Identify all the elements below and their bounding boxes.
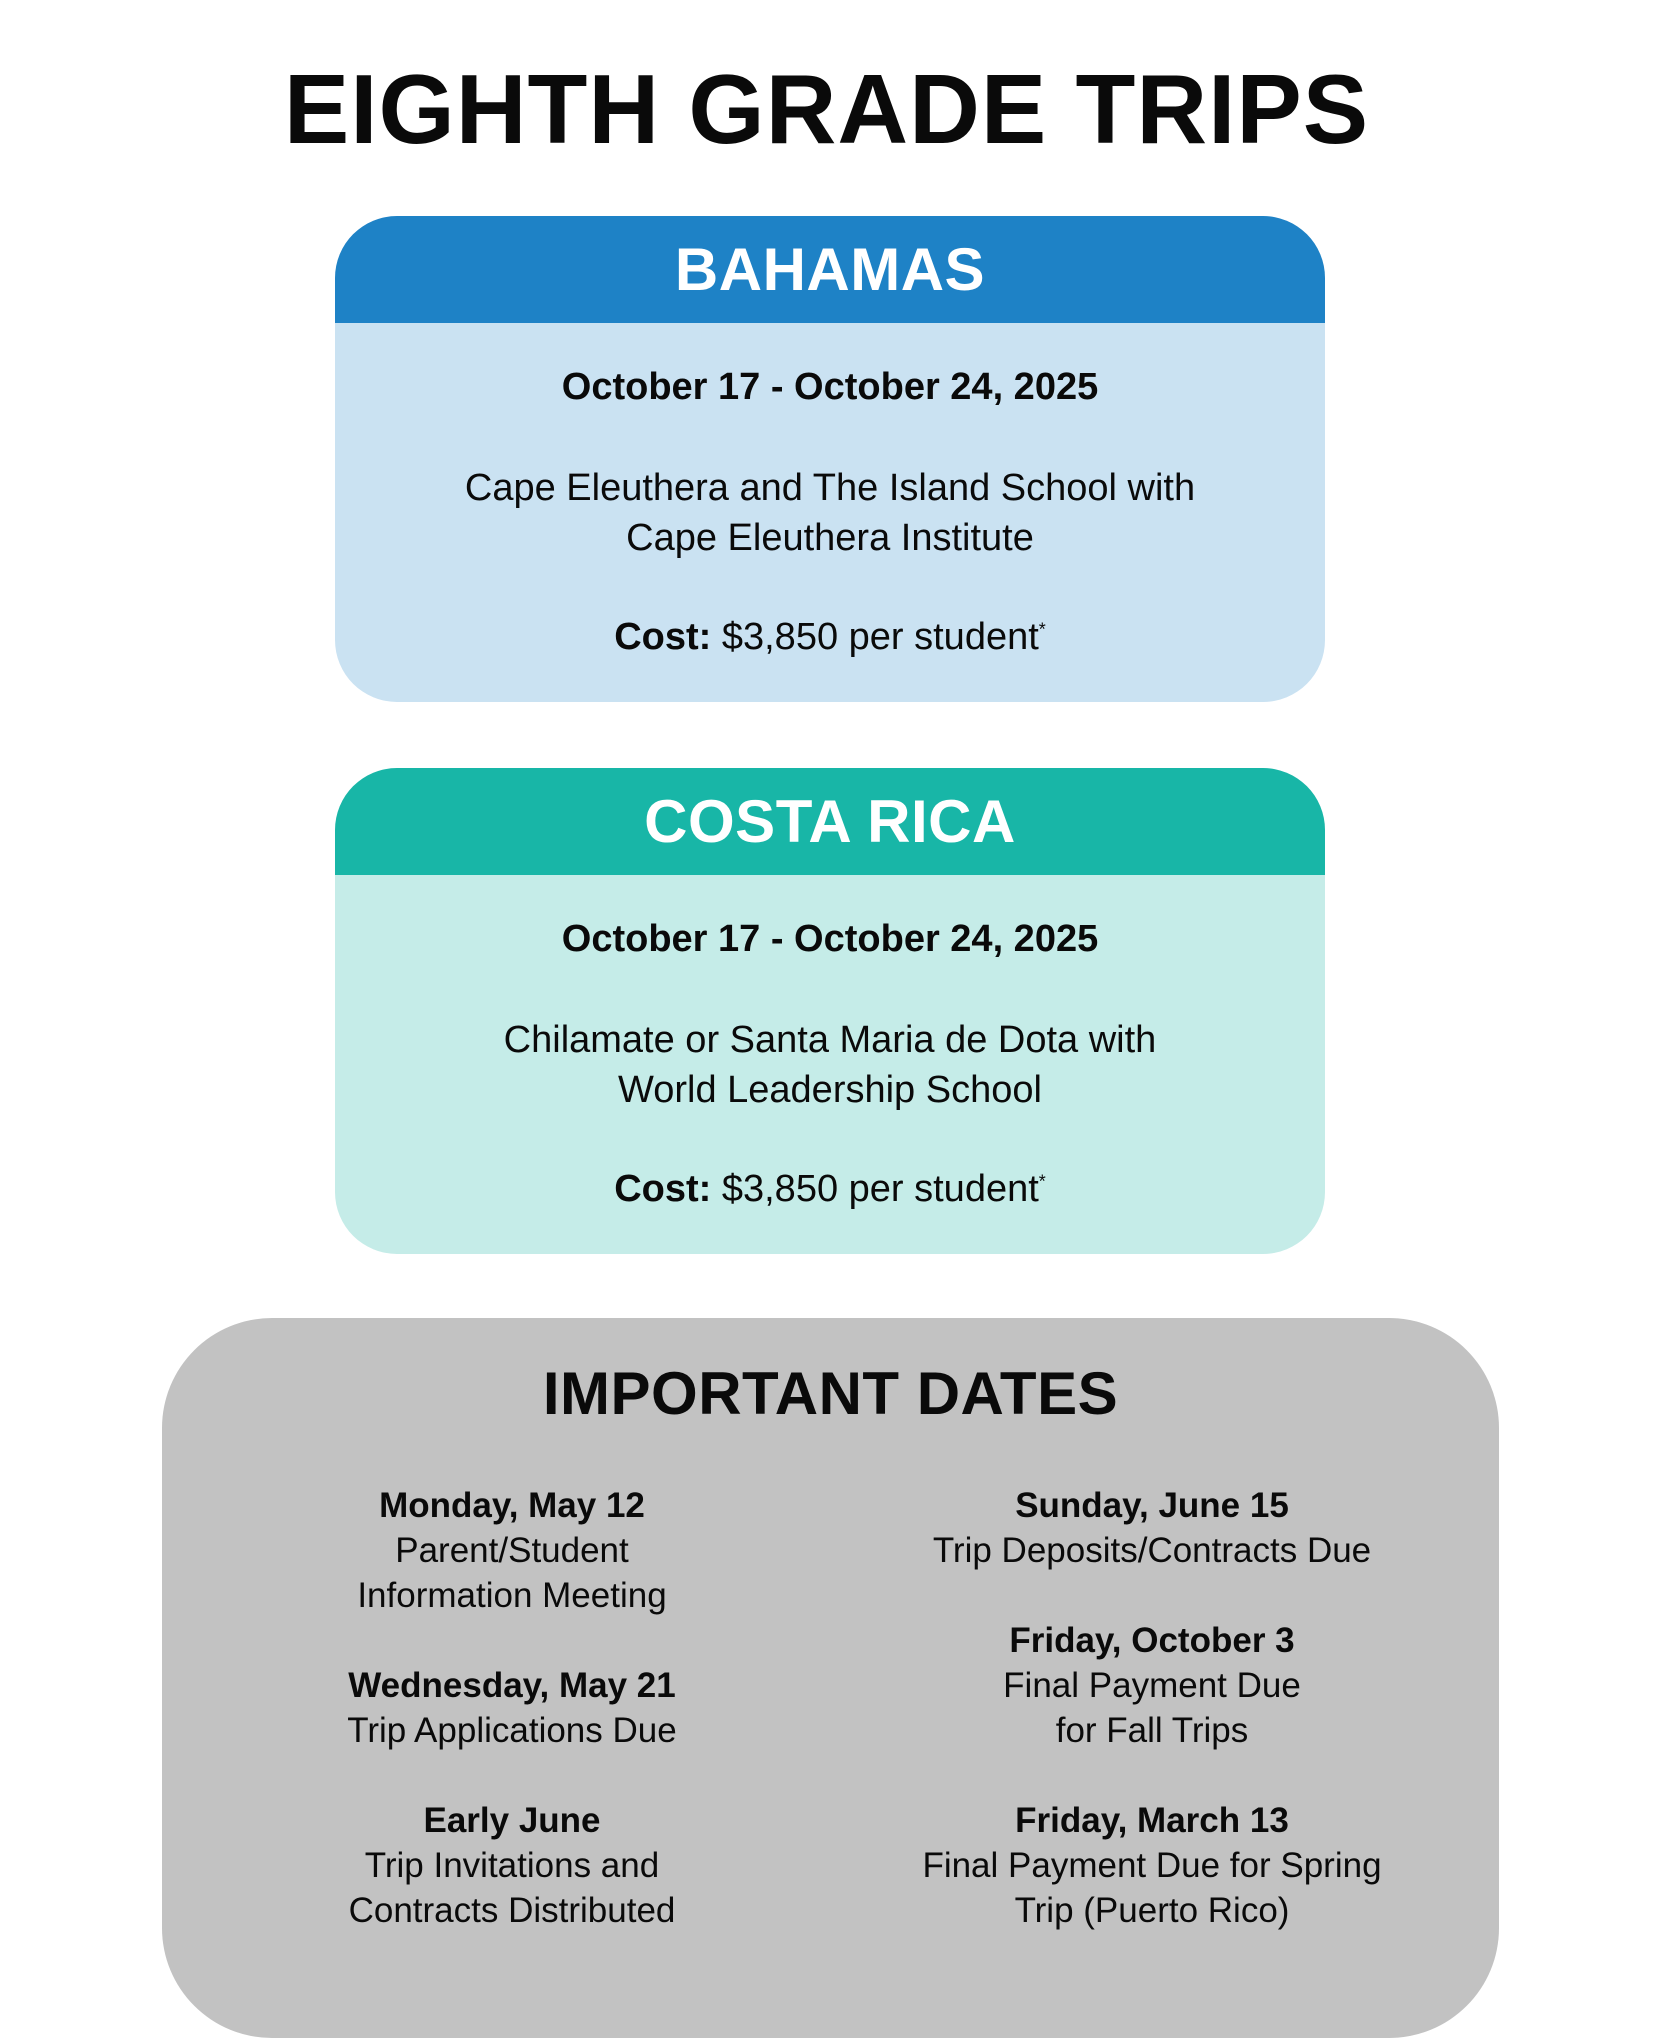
date-description: for Fall Trips [1055, 1711, 1249, 1750]
page-title: EIGHTH GRADE TRIPS [283, 54, 1370, 164]
date-label: Wednesday, May 21 [348, 1666, 676, 1705]
trip-dates: October 17 - October 24, 2025 [561, 366, 1099, 408]
trip-location [335, 463, 1325, 563]
cost-value: $3,850 per student [721, 616, 1039, 658]
date-description: Trip Invitations and [364, 1846, 660, 1885]
date-description: Trip (Puerto Rico) [1014, 1891, 1290, 1930]
date-item [852, 1799, 1452, 1933]
trip-card-header: BAHAMAS [335, 216, 1325, 323]
important-dates-left-column [212, 1484, 812, 1979]
cost-value: $3,850 per student [721, 1168, 1039, 1210]
date-label: Monday, May 12 [379, 1486, 645, 1525]
trip-card-costa-rica [335, 768, 1325, 1254]
trip-location-line: Chilamate or Santa Maria de Dota with [503, 1019, 1157, 1061]
important-dates-title: IMPORTANT DATES [542, 1360, 1119, 1427]
date-item [852, 1619, 1452, 1753]
important-dates-right-column [852, 1484, 1452, 1979]
date-label: Sunday, June 15 [1015, 1486, 1289, 1525]
trip-cost [335, 1165, 1325, 1213]
date-description: Parent/Student [395, 1531, 629, 1570]
date-item [852, 1484, 1452, 1573]
date-label: Friday, March 13 [1015, 1801, 1289, 1840]
date-description: Contracts Distributed [348, 1891, 676, 1930]
trip-card-header: COSTA RICA [335, 768, 1325, 875]
date-description: Information Meeting [357, 1576, 667, 1615]
date-item [212, 1484, 812, 1618]
trip-cost [335, 613, 1325, 661]
trip-location-line: Cape Eleuthera Institute [626, 517, 1034, 559]
date-description: Final Payment Due [1003, 1666, 1301, 1705]
date-description: Trip Deposits/Contracts Due [932, 1531, 1372, 1570]
date-item [212, 1664, 812, 1753]
trip-card-body [335, 323, 1325, 702]
trip-card-bahamas [335, 216, 1325, 702]
cost-footnote-marker: * [1038, 619, 1046, 640]
date-label: Early June [423, 1801, 601, 1840]
date-description: Trip Applications Due [347, 1711, 677, 1750]
date-description: Final Payment Due for Spring [922, 1846, 1382, 1885]
trip-location [335, 1015, 1325, 1115]
cost-label: Cost: [614, 1168, 712, 1210]
cost-footnote-marker: * [1038, 1171, 1046, 1192]
important-dates-panel [162, 1318, 1499, 2038]
trip-location-line: World Leadership School [618, 1069, 1042, 1111]
date-item [212, 1799, 812, 1933]
trip-location-line: Cape Eleuthera and The Island School with [464, 467, 1196, 509]
cost-label: Cost: [614, 616, 712, 658]
date-label: Friday, October 3 [1009, 1621, 1295, 1660]
trip-card-body [335, 875, 1325, 1254]
trip-dates: October 17 - October 24, 2025 [561, 918, 1099, 960]
